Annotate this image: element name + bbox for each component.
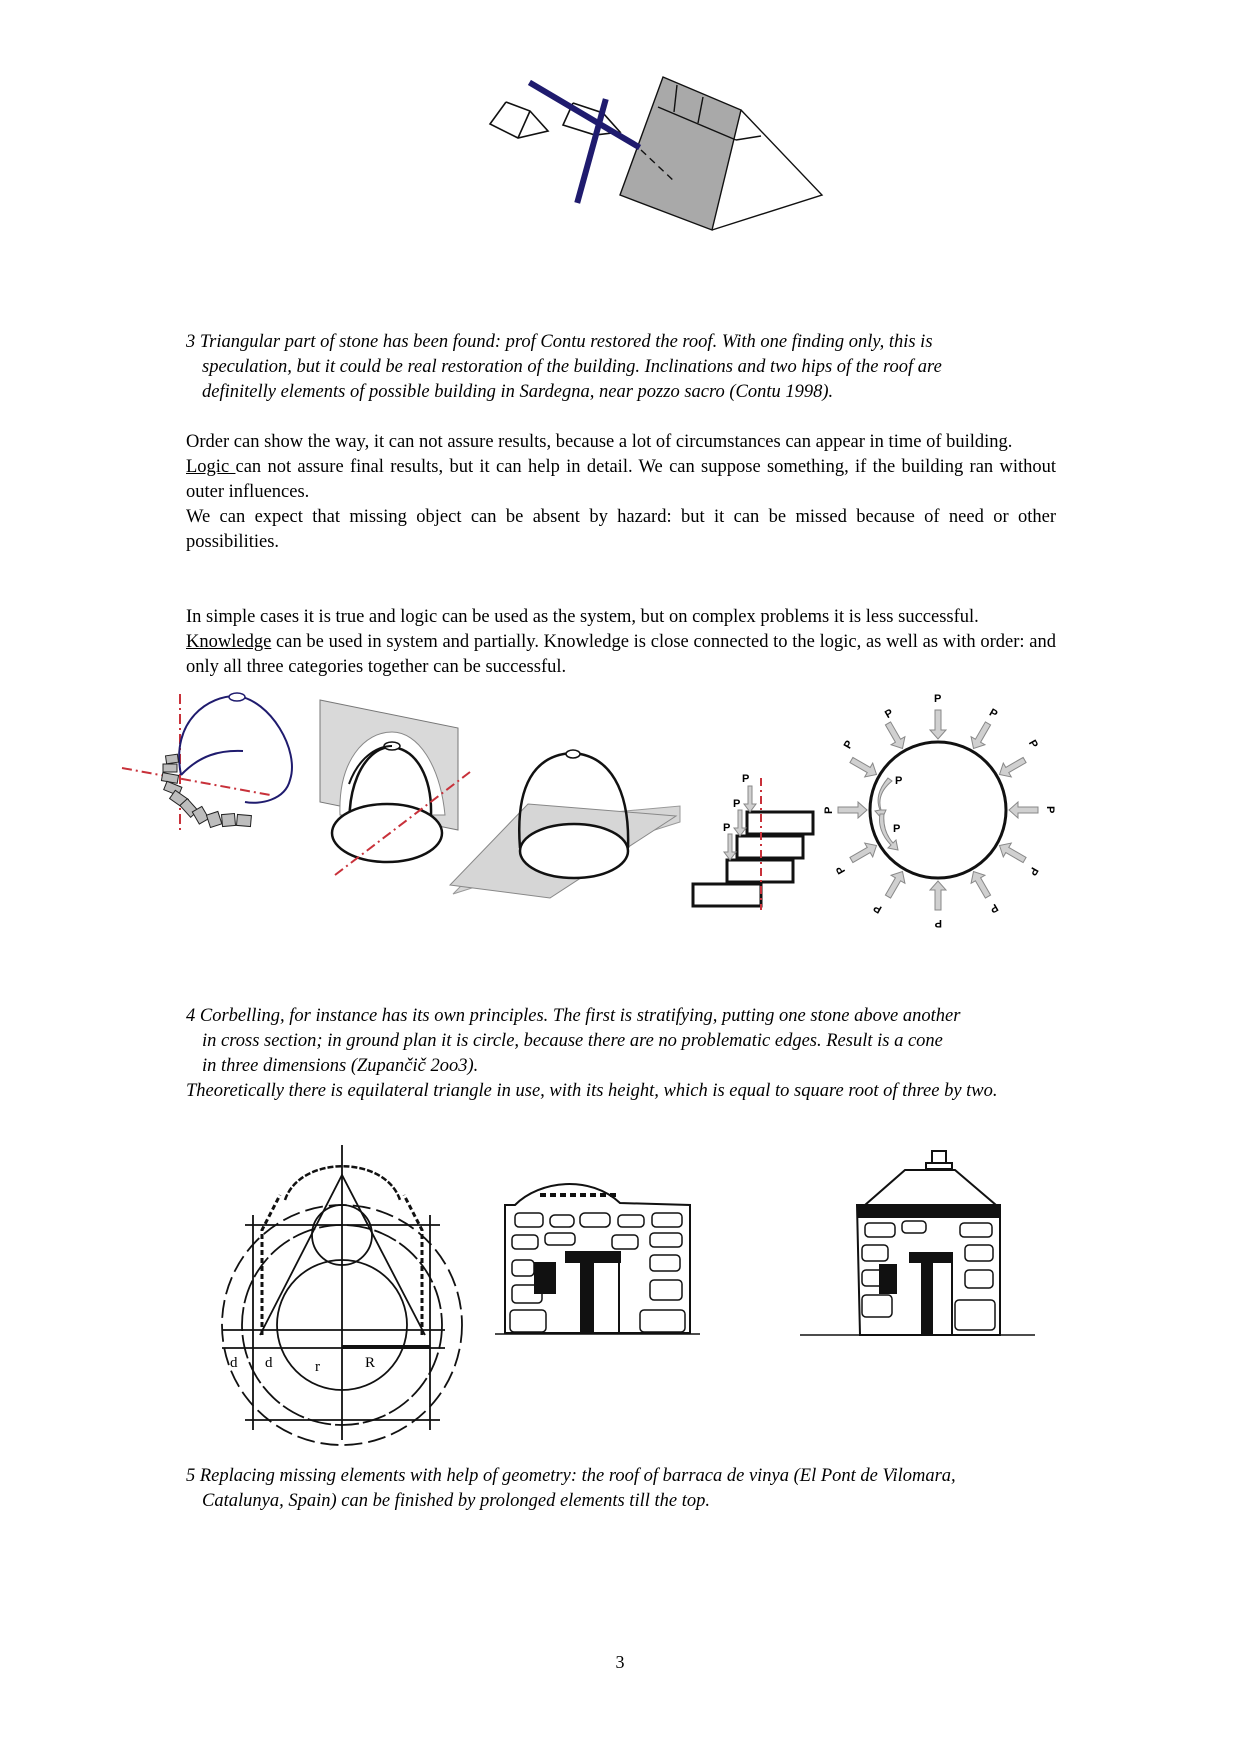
load-label: P: [987, 706, 1000, 721]
figure-5-caption: [186, 1464, 1056, 1514]
load-label: P: [934, 693, 942, 705]
caption-line: Corbelling, for instance has its own principles. The first is stratifying, putting one stone above another: [199, 1006, 961, 1026]
caption-line: Theoretically there is equilateral triangle in use, with its height, which is equal to square root of three by two.: [186, 1081, 998, 1101]
axis-lines: [532, 84, 637, 200]
figure-4-corbelling-diagrams: [0, 680, 1240, 980]
small-prism-icon: [490, 102, 548, 138]
caption-line: Catalunya, Spain) can be finished by prolonged elements till the top.: [202, 1491, 710, 1511]
figure-4-caption: [186, 1004, 1056, 1104]
caption-line: speculation, but it could be real restoration of the building. Inclinations and two hips of the roof are: [202, 357, 942, 377]
caption-line: in cross section; in ground plan it is circle, because there are no problematic edges. Result is a cone: [202, 1031, 943, 1051]
dim-label-d: d: [230, 1355, 238, 1371]
figure-5-barraca-drawings: [0, 1135, 1240, 1435]
paragraph-text: can be used in system and partially. Knowledge is close connected to the logic, as well as with order: and only all three categories together can be successful.: [186, 632, 1056, 677]
figure-3-roof-sketch: [0, 0, 1240, 300]
load-label: P: [895, 775, 903, 787]
body-paragraph-group-1: [186, 430, 1056, 555]
load-label: P: [733, 798, 741, 810]
paragraph-text: can not assure final results, but it can help in detail. We can suppose something, if the building ran without outer influences.: [186, 457, 1056, 502]
body-paragraph-order: Order can show the way, it can not assure results, because a lot of circumstances can appear in time of building.: [186, 432, 1013, 452]
load-label: P: [1044, 806, 1056, 814]
body-paragraph-group-2: [186, 605, 1056, 680]
corbelled-blocks-icon: [693, 773, 813, 910]
body-paragraph-missing: We can expect that missing object can be absent by hazard: but it can be missed because of need or other possibilities.: [186, 507, 1056, 552]
body-paragraph-knowledge: [186, 630, 1056, 680]
caption-line: in three dimensions (Zupančič 2oo3).: [202, 1056, 479, 1076]
caption-line: definitelly elements of possible building in Sardegna, near pozzo sacro (Contu 1998).: [202, 382, 834, 402]
caption-number: 4: [186, 1006, 196, 1026]
load-label: P: [893, 823, 901, 835]
dome-on-plate-icon: [450, 750, 680, 898]
caption-number: 3: [186, 332, 196, 352]
load-label: P: [934, 917, 942, 929]
underlined-term: Knowledge: [186, 632, 272, 652]
load-label: P: [742, 773, 750, 785]
completed-hut-elevation-icon: [800, 1151, 1035, 1335]
caption-line: Replacing missing elements with help of geometry: the roof of barraca de vinya (El Pont de Vilomara,: [199, 1466, 956, 1486]
load-label: P: [987, 900, 1000, 916]
body-paragraph-simple: In simple cases it is true and logic can be used as the system, but on complex problems it is less successful.: [186, 607, 979, 627]
roof-slab: [620, 77, 741, 230]
geometric-construction-icon: [222, 1145, 462, 1445]
load-label: P: [871, 901, 884, 916]
dome-with-stones-icon: [122, 693, 292, 830]
load-label: P: [1026, 865, 1041, 878]
load-label: P: [723, 822, 731, 834]
load-label: P: [833, 863, 849, 876]
dimension-labels: [230, 1355, 375, 1375]
dim-label-r: r: [315, 1359, 320, 1375]
caption-line: Triangular part of stone has been found: prof Contu restored the roof. With one finding only, this is: [199, 332, 933, 352]
load-label: P: [883, 706, 896, 722]
figure-3-caption: [186, 330, 1056, 405]
dome-section-wall-icon: [320, 700, 470, 875]
body-paragraph-logic: [186, 455, 1056, 505]
load-label: P: [823, 806, 835, 814]
dim-label-d: d: [265, 1355, 273, 1371]
load-label: P: [841, 738, 856, 751]
ruined-hut-elevation-icon: [505, 1184, 690, 1333]
load-label: P: [1025, 738, 1041, 751]
caption-number: 5: [186, 1466, 196, 1486]
page-number: 3: [615, 1652, 625, 1672]
pressure-circle-icon: [823, 693, 1056, 929]
underlined-term: Logic: [186, 457, 236, 477]
dim-label-R: R: [365, 1355, 376, 1371]
